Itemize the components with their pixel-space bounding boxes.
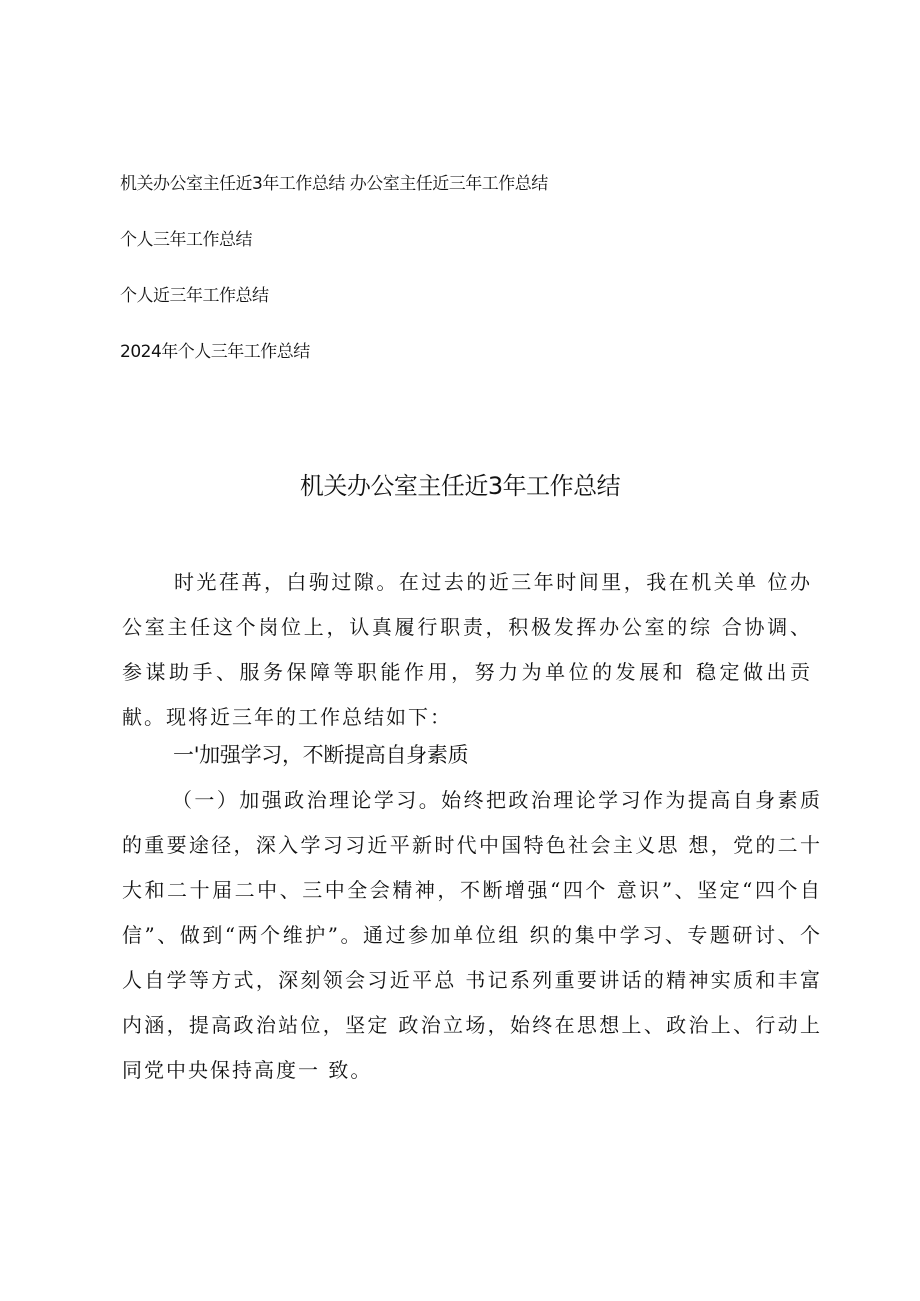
- toc-item-1: 机关办公室主任近3年工作总结 办公室主任近三年工作总结: [120, 174, 548, 194]
- toc-item-2: 个人三年工作总结: [120, 230, 252, 250]
- toc-item-3: 个人近三年工作总结: [120, 286, 269, 306]
- section-1-heading: 一'加强学习，不断提高自身素质: [173, 743, 469, 767]
- section-1-paragraph: （一）加强政治理论学习。始终把政治理论学习作为提高自身素质的重要途径，深入学习习近平新时代中国特色社会主义思 想，党的二十大和二十届二中、三中全会精神，不断增强“四个 意识”、坚定“四个自信”、做到“两个维护”。通过参加单位组 织的集中学习、专题研讨、个人自学等方式，深刻领会习近平总 书记系列重要讲话的精神实质和丰富内涵，提高政治站位，坚定 政治立场，始终在思想上、政治上、行动上同党中央保持高度一 致。: [122, 788, 822, 1082]
- toc-item-4: 2024年个人三年工作总结: [120, 342, 310, 362]
- document-title: 机关办公室主任近3年工作总结: [299, 472, 621, 500]
- intro-paragraph: 时光荏苒，白驹过隙。在过去的近三年时间里，我在机关单 位办公室主任这个岗位上，认真履行职责，积极发挥办公室的综 合协调、参谋助手、服务保障等职能作用，努力为单位的发展和 稳定做出贡献。现将近三年的工作总结如下：: [122, 570, 812, 729]
- toc-list: [120, 170, 548, 366]
